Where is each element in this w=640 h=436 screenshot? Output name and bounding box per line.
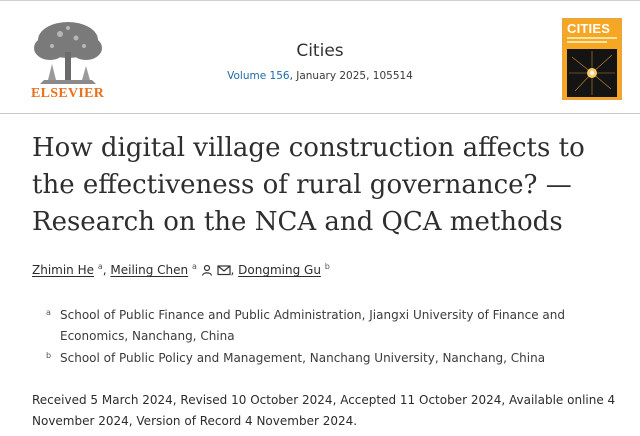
journal-cover[interactable] (562, 18, 622, 100)
top-divider (0, 0, 640, 1)
affiliation-mark: b (46, 351, 52, 360)
affiliation-item (46, 348, 620, 369)
affiliation-marker: a (191, 262, 197, 271)
publication-dates: Received 5 March 2024, Revised 10 October 2024, Accepted 11 October 2024, Available online 4 November 2024, Version of Record 4 November 2024. (32, 393, 616, 428)
volume-link[interactable]: Volume 156 (227, 70, 290, 82)
journal-meta (0, 70, 640, 82)
email-icon[interactable] (217, 264, 231, 276)
affiliation-marker: b (324, 262, 330, 271)
cover-title: CITIES (567, 21, 611, 36)
journal-title[interactable]: Cities (296, 41, 344, 61)
cover-subtitle-line (567, 41, 607, 43)
author-link[interactable]: Dongming Gu (238, 263, 321, 277)
affiliation-mark: a (46, 308, 51, 317)
author-link[interactable]: Meiling Chen (110, 263, 189, 277)
author-link[interactable]: Zhimin He (32, 263, 95, 277)
affiliation-text: School of Public Finance and Public Administration, Jiangxi University of Finance and Economics, Nanchang, China (60, 308, 565, 343)
cover-subtitle-line (567, 37, 617, 39)
affiliation-item (46, 305, 620, 347)
author-list: Zhimin He $^a$, Meiling Chen $^a$ , Dongming Gu $^b$ (32, 262, 330, 277)
affiliation-marker: a (97, 262, 103, 271)
article-title: How digital village construction affects to the effectiveness of rural governance? — Research on the NCA and QCA methods (32, 133, 585, 237)
header-divider (0, 113, 640, 114)
person-icon[interactable] (201, 264, 213, 276)
publisher-name[interactable]: ELSEVIER (31, 86, 105, 101)
issue-details: , January 2025, 105514 (289, 70, 413, 82)
affiliation-text: School of Public Policy and Management, Nanchang University, Nanchang, China (60, 351, 546, 365)
cover-image (567, 49, 617, 97)
